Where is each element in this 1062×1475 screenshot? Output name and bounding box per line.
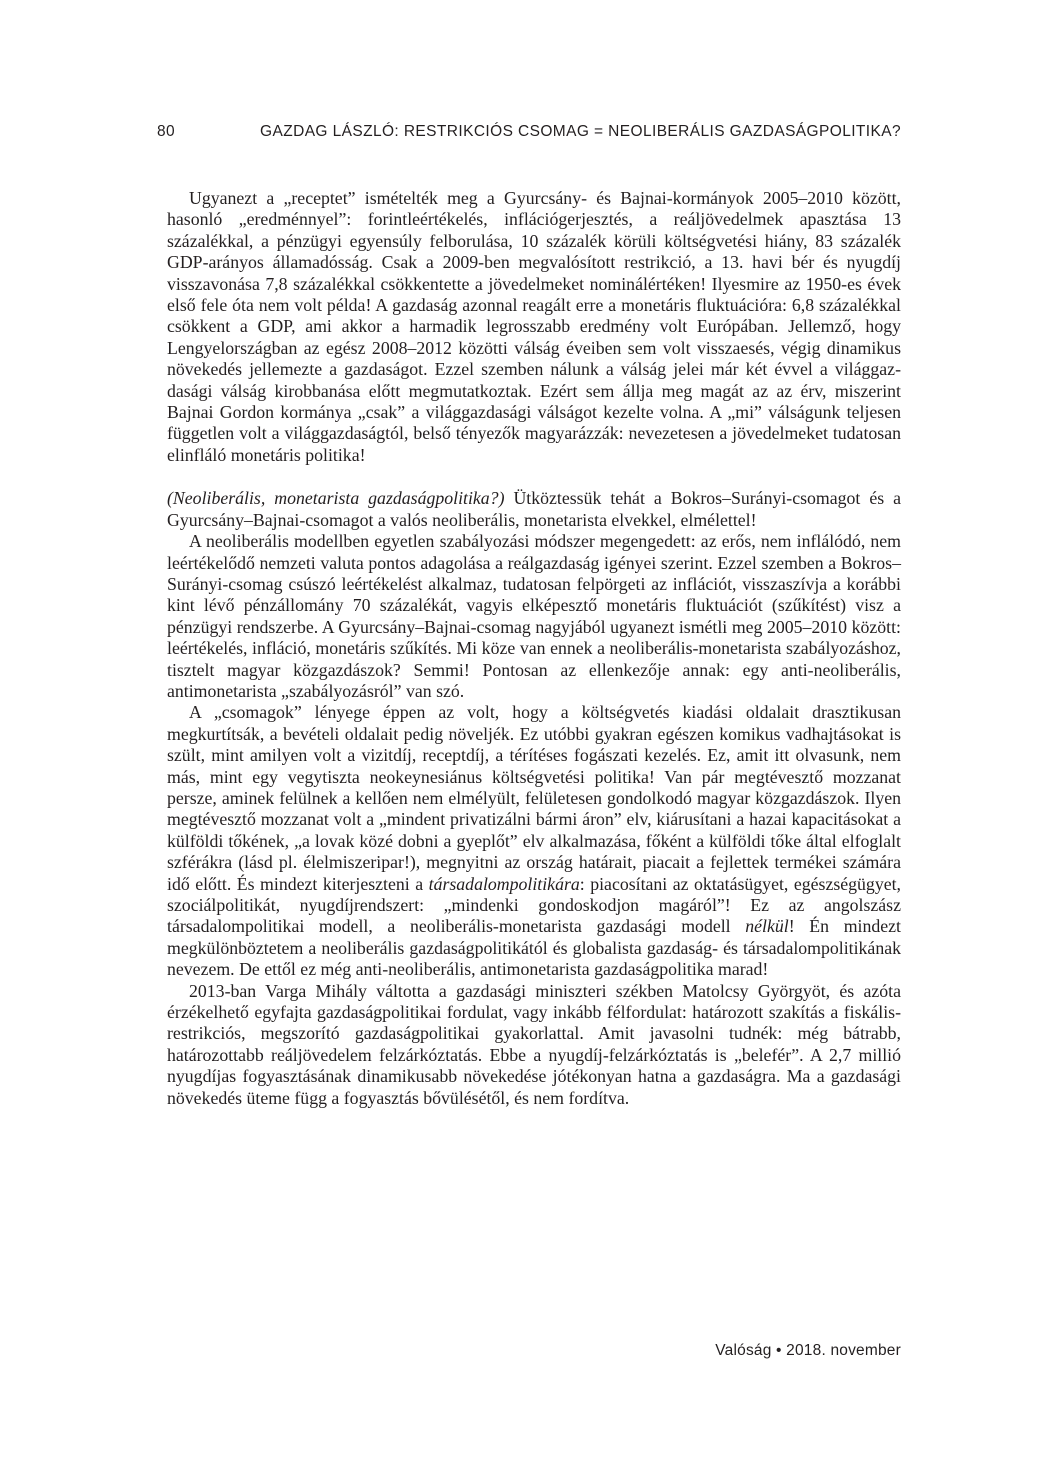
paragraph-1: Ugyanezt a „receptet” ismételték meg a Gyurcsány- és Bajnai-kormányok 2005–2010 között, hasonló „eredménnyel”: forintleértékelés, inflációgerjesztés, a reáljövedelmek apasztása 13 százalékkal, a pénzügyi egyensúly felborulása, 10 százalék körüli költségvetési hiány, 83 százalék GDP-arányos államadósság. Csak a 2009-ben megvalósított restrikció, a 13. havi bér és nyugdíj visszavonása 7,8 százalékkal csökkentette a jövedelmeket nominálértéken! Ilyesmire az 1950-es évek első fele óta nem volt példa! A gazdaság azonnal reagált erre a monetáris fluktuációra: 6,8 százalékkal csökkent a GDP, ami akkor a harmadik legrosszabb eredmény volt Európában. Jellemző, hogy Lengyelországban az egész 2008–2012 közötti válság éveiben sem volt visszaesés, végig dinamikus növekedés jellemezte a gazdaságot. Ezzel szemben nálunk a válság jelei már két évvel a világgazdasági válság kirobbanása előtt megmutatkoztak. Ezért sem állja meg magát az az érv, miszerint Bajnai Gordon kormánya „csak” a világgazdasági válságot kezelte volna. A „mi” válságunk teljesen független volt a világgazdaságtól, belső tényezők magyarázzák: nevezetesen a jövedelmeket tudatosan elinfláló monetáris politika! (167, 188, 901, 465)
paragraph-3: A neoliberális modellben egyetlen szabályozási módszer megengedett: az erős, nem inflálódó, nem leértékelődő nemzeti valuta pontos adagolása a reálgazdaság igényei szerint. Ezzel szemben a Bokros–Surányi-csomag csúszó leértékelést alkalmaz, tudatosan felpörgeti az inflációt, visszaszívja a korábbi kint lévő pénzállomány 70 százalékát, vagyis elképesztő monetáris fluktuációt (szűkítést) visz a pénzügyi rendszerbe. A Gyurcsány–Bajnai-csomag nagyjából ugyanezt ismétli meg 2005–2010 között: leértékelés, infláció, monetáris szűkítés. Mi köze van ennek a neoliberális-monetarista szabályozáshoz, tisztelt magyar közgazdászok? Semmi! Pontosan az ellenkezője annak: egy anti-neoliberális, antimonetarista „szabályozásról” van szó. (167, 531, 901, 701)
running-title: GAZDAG LÁSZLÓ: RESTRIKCIÓS CSOMAG = NEOLIBERÁLIS GAZDASÁGPOLITIKA? (260, 123, 901, 140)
article-body (167, 188, 901, 1109)
emphasis-nelkul: nélkül (745, 916, 789, 937)
emphasis-tarsadalompolitika: társadalompolitikára (428, 873, 580, 894)
journal-footer: Valóság • 2018. november (715, 1342, 901, 1359)
paragraph-2 (167, 488, 901, 531)
paragraph-4-part-c: ! Én mindezt megkülönböztetem a neoliberális gazdaságpolitikától és globalista gazdaság- és társadalompolitikának nevezem. De ettől ez még anti-neoliberális, antimonetarista gazdaságpolitika marad! (167, 916, 901, 980)
paragraph-2-text: Ütköztessük tehát a Bokros–Surányi-csomagot és a Gyurcsány–Bajnai-csomagot a valós neoliberális, monetarista elvekkel, elmélettel! (167, 488, 901, 530)
paragraph-4-part-b: : piacosítani az oktatásügyet, egészségügyet, szociálpolitikát, nyugdíjrendszert: „mindenki gondoskodjon magáról”! Ez az angolszász társadalompolitikai modell, a neoliberális-monetarista gazdasági modell (167, 873, 901, 937)
paragraph-5: 2013-ban Varga Mihály váltotta a gazdasági miniszteri székben Matolcsy Györgyöt, és azóta érzékelhető egyfajta gazdaságpolitikai fordulat, vagy inkább félfordulat: határozott szakítás a fiskális-restrikciós, megszorító gazdaságpolitikai gyakorlattal. Amit javasolni tudnék: még bátrabb, határozottabb reáljövedelem felzárkóztatás. Ebbe a nyugdíj-felzárkóztatás is „belefér”. A 2,7 millió nyugdíjas fogyasztásának dinamikusabb növekedése jótékonyan hatna a gazdaságra. Ma a gazdasági növekedés üteme függ a fogyasztás bővülésétől, és nem fordítva. (167, 980, 901, 1108)
paragraph-4-part-a: A „csomagok” lényege éppen az volt, hogy a költségvetés kiadási oldalait drasztikusan megkurtítsák, a bevételi oldalait pedig növeljék. Ez utóbbi gyakran egészen komikus vadhajtásokat is szült, mint amilyen volt a vizitdíj, receptdíj, a térítéses fogászati kezelés. Ez, amit itt olvasunk, nem más, mint egy vegytiszta neokeynesiánus költségvetési politika! Van pár megtévesztő mozzanat persze, aminek felülnek a kellően nem elmélyült, felületesen gondolkodó magyar közgazdászok. Ilyen megtévesztő mozzanat volt a „mindent privatizálni bármi áron” elv, kiárusítani a hazai kapacitásokat a külföldi tőkének, „a lovak közé dobni a gyeplőt” elv alkalmazása, főként a külföldi tőke által elfoglalt szférákra (lásd pl. élelmiszeripar!), megnyitni az ország határait, piacait a fejlettek termékei számára idő előtt. És mindezt kiterjeszteni a (167, 702, 901, 894)
page-number: 80 (157, 123, 176, 140)
paragraph-4 (167, 702, 901, 980)
section-lead-heading: (Neoliberális, monetarista gazdaságpolitika?) (167, 488, 505, 509)
